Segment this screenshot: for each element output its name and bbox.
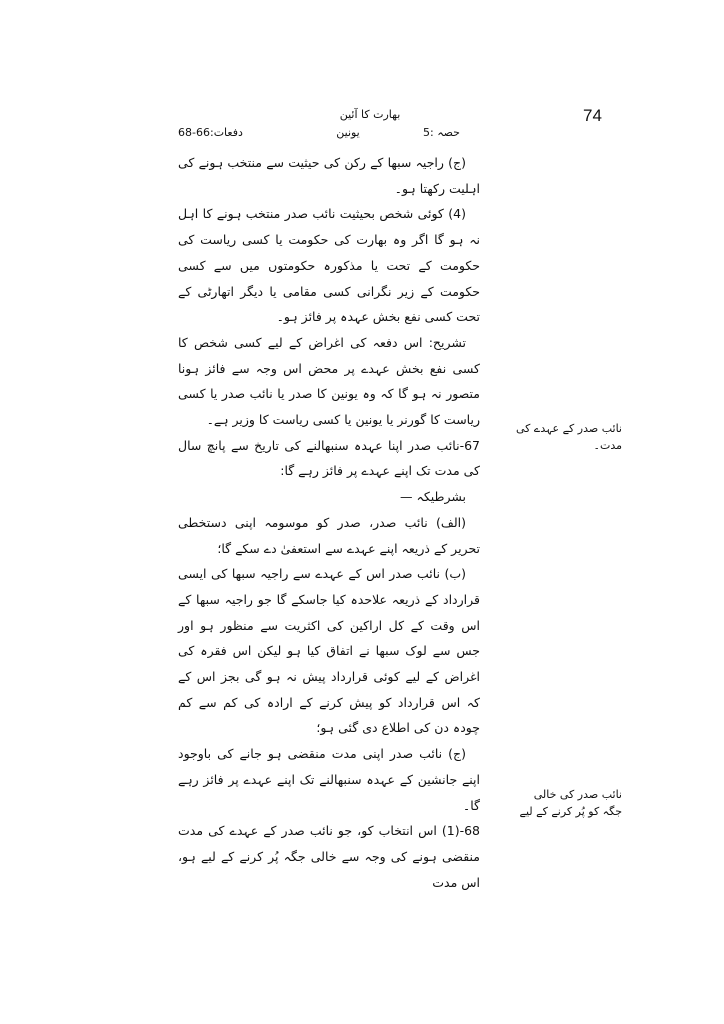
main-text — [178, 150, 480, 895]
explanation-paragraph: تشریح: اس دفعہ کی اغراض کے لیے کسی شخص کا کسی نفع بخش عہدے پر محض اس وجہ سے فائز ہونا متصور نہ ہو گا کہ وہ یونین کا صدر یا نائب صدر یا کسی ریاست کا گورنر یا یونین یا کسی ریاست کا وزیر ہے۔ — [178, 334, 480, 428]
running-title: بھارت کا آئین — [339, 108, 401, 121]
margin-note-term-of-office: نائب صدر کے عہدے کی مدت۔ — [515, 422, 622, 452]
margin-note-vacancy: نائب صدر کی خالی جگہ کو پُر کرنے کے لیے — [519, 788, 622, 818]
proviso-heading: بشرطیکہ — — [400, 489, 466, 505]
proviso-c: (ج) نائب صدر اپنی مدت منقضی ہو جانے کی باوجود اپنے جانشین کے عہدہ سنبھالنے تک اپنے عہدے پر فائز رہے گا۔ — [178, 746, 480, 813]
article-68: 68-(1) اس انتخاب کو، جو نائب صدر کے عہدے کی مدت منقضی ہونے کی وجہ سے خالی جگہ پُر کرنے کے لیے ہو، اس مدت — [178, 823, 480, 890]
header-chapter: یونین — [336, 126, 360, 139]
article-67: 67-نائب صدر اپنا عہدہ سنبھالنے کی تاریخ سے پانچ سال کی مدت تک اپنے عہدے پر فائز رہے گا: — [178, 437, 480, 479]
header-part: حصہ :5 — [423, 126, 460, 139]
page-number: 74 — [583, 106, 602, 125]
clause-c-eligibility: (ج) راجیہ سبھا کے رکن کی حیثیت سے منتخب ہونے کی اہلیت رکھتا ہو۔ — [178, 155, 480, 196]
clause-4-office-of-profit: (4) کوئی شخص بحیثیت نائب صدر منتخب ہونے کا اہل نہ ہو گا اگر وہ بھارت کی حکومت یا کسی ریاست کی حکومت کے تحت یا مذکورہ حکومتوں میں سے کسی حکومت کے زیر نگرانی کسی مقامی یا دیگر اتھارٹی کے تحت کسی نفع بخش عہدہ پر فائز ہو۔ — [178, 206, 480, 325]
proviso-a: (الف) نائب صدر، صدر کو موسومہ اپنی دستخطی تحریر کے ذریعہ اپنے عہدے سے استعفیٰ دے سکے گا؛ — [178, 514, 480, 556]
proviso-b: (ب) نائب صدر اس کے عہدے سے راجیہ سبھا کی ایسی قرارداد کے ذریعہ علاحدہ کیا جاسکے گا جو راجیہ سبھا کے اس وقت کے کل اراکین کی اکثریت سے منظور ہو اور جس سے لوک سبھا نے اتفاق کیا ہو لیکن اس فقرہ کی اغراض کے لیے کوئی قرارداد پیش نہ ہو گی بجز اس کے کہ اس قرارداد کو پیش کرنے کے ارادہ کی کم سے کم چودہ دن کی اطلاع دی گئی ہو؛ — [178, 566, 480, 736]
header-sections: دفعات:66-68 — [178, 126, 243, 139]
